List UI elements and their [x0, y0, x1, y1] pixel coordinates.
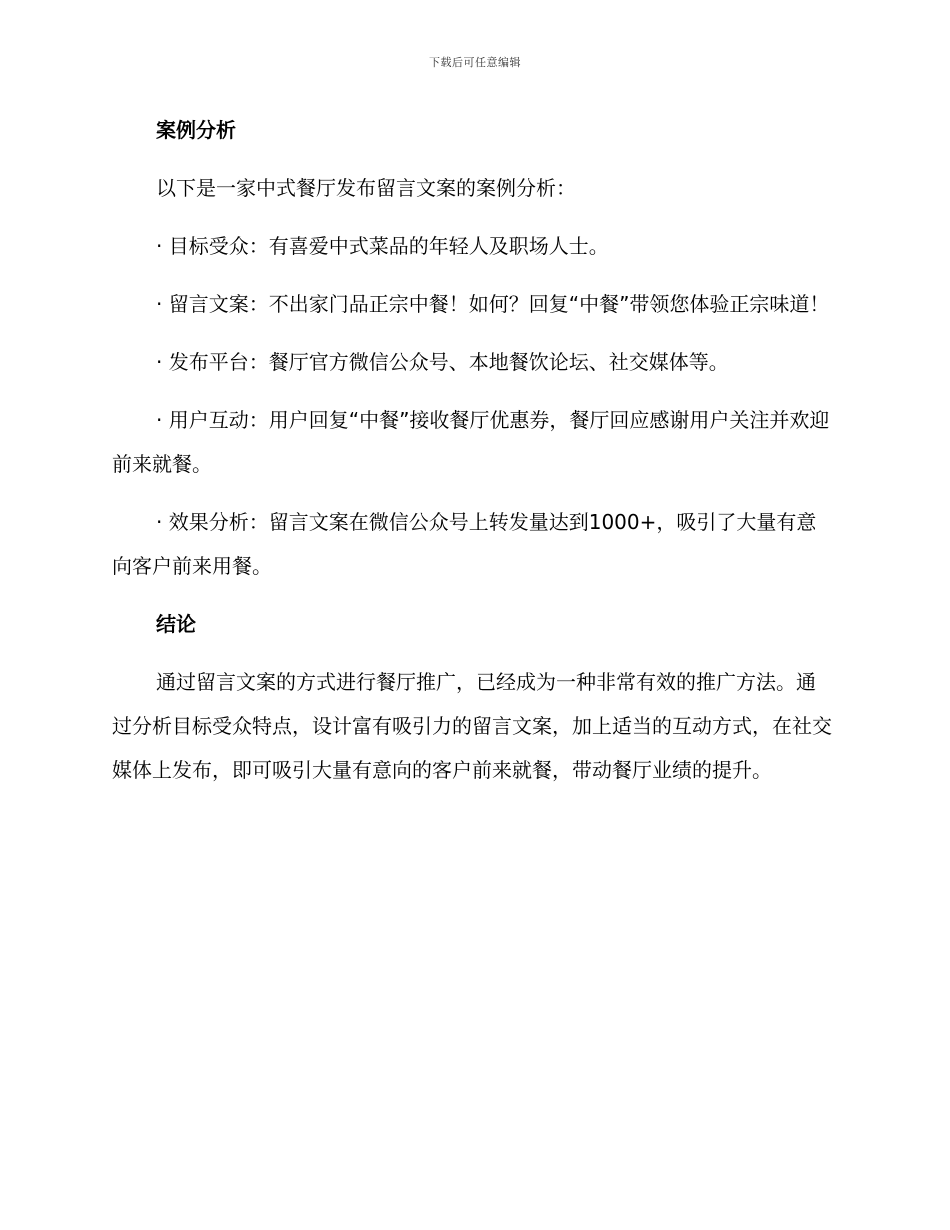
case-analysis-heading: 案例分析: [156, 118, 236, 142]
bullet-message-copy: · 留言文案：不出家门品正宗中餐！如何？回复“中餐”带领您体验正宗味道！: [156, 292, 830, 316]
conclusion-heading: 结论: [156, 612, 196, 636]
document-body: [112, 108, 832, 806]
bullet-effect-analysis: · 效果分析：留言文案在微信公众号上转发量达到1000+，吸引了大量有意向客户前来用餐。: [112, 510, 817, 578]
bullet-publish-platform: · 发布平台：餐厅官方微信公众号、本地餐饮论坛、社交媒体等。: [156, 350, 729, 374]
bullet-user-interaction: · 用户互动：用户回复“中餐”接收餐厅优惠券，餐厅回应感谢用户关注并欢迎前来就餐。: [112, 408, 830, 476]
conclusion-paragraph: 通过留言文案的方式进行餐厅推广，已经成为一种非常有效的推广方法。通过分析目标受众特点，设计富有吸引力的留言文案，加上适当的互动方式，在社交媒体上发布，即可吸引大量有意向的客户前来就餐，带动餐厅业绩的提升。: [112, 670, 832, 782]
bullet-target-audience: · 目标受众：有喜爱中式菜品的年轻人及职场人士。: [156, 234, 609, 258]
header-note: 下载后可任意编辑: [429, 56, 521, 69]
intro-paragraph: 以下是一家中式餐厅发布留言文案的案例分析：: [156, 176, 576, 200]
